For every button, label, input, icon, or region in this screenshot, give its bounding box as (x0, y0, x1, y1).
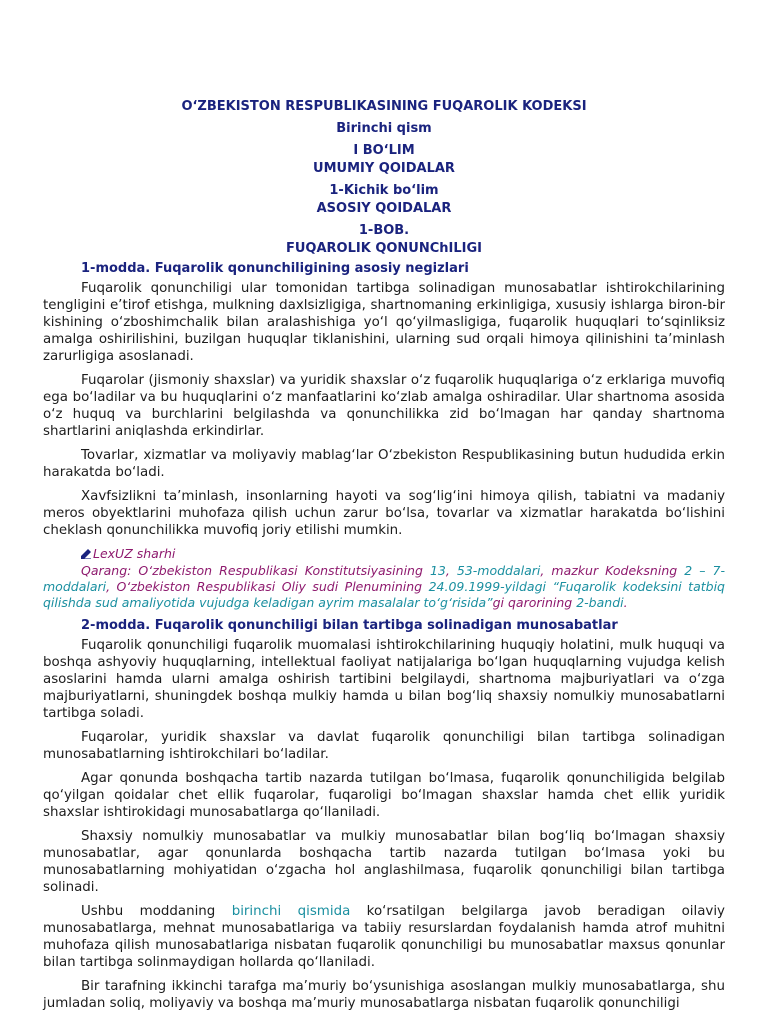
commentary-text-part: gi qarorining (492, 595, 577, 610)
chapter-number: 1-BOB. (358, 223, 410, 238)
commentary-text (43, 563, 725, 611)
commentary-text-part: , (445, 563, 457, 578)
commentary-link[interactable]: 13 (429, 563, 446, 578)
article-1-paragraph: Xavfsizlikni ta’minlash, insonlarning hayoti va sog‘lig‘ini himoya qilish, tabiatni va madaniy meros obyektlarini muhofaza qilish uchun zarur bo‘lsa, tovarlar va xizmatlar harakatda bo‘lishini cheklash qonunchilikka muvofiq joriy etilishi mumkin. (43, 489, 725, 538)
pen-icon (81, 547, 91, 557)
article-2-title[interactable]: 2-modda. Fuqarolik qonunchiligi bilan tartibga solinadigan munosabatlar (81, 618, 618, 633)
commentary-link[interactable]: 2-bandi (576, 595, 624, 610)
paragraph-text-part: Ushbu moddaning (81, 904, 232, 919)
section-name: UMUMIY QOIDALAR (313, 161, 455, 176)
article-2-paragraph: Bir tarafning ikkinchi tarafga ma’muriy bo‘ysunishiga asoslangan mulkiy munosabatlarga, shu jumladan soliq, moliyaviy va boshqa ma’muriy munosabatlarga nisbatan fuqarolik qonunchiligi (43, 979, 725, 1011)
article-1-paragraph: Fuqarolik qonunchiligi ular tomonidan tartibga solinadigan munosabatlar ishtirokchilarining tengligini e’tirof etishga, mulkning daxlsizligiga, shartnomaning erkinligiga, xususiy ishlarga biron-bir kishining o‘zboshimchalik bilan aralashishiga yo‘l qo‘yilmasligiga, fuqarolik huquqlari to‘sqinliksiz amalga oshirilishini, buzilgan huquqlar tiklanishini, ularning sud orqali himoya qilinishini ta’minlash zarurligiga asoslanadi. (43, 281, 725, 364)
commentary-toggle[interactable] (81, 546, 725, 562)
commentary-text-part: , mazkur Kodeksning (540, 563, 685, 578)
article-2-paragraph: Fuqarolik qonunchiligi fuqarolik muomalasi ishtirokchilarining huquqiy holatini, mulk huquqi va boshqa ashyoviy huquqlarning, intellektual faoliyat natijalariga bo‘lgan huquqlarning vujudga kelish asoslarini hamda ularni amalga oshirish tartibini belgilaydi, shartnoma majburiyatlari va o‘zga majburiyatlarni, shuningdek boshqa mulkiy hamda u bilan bog‘liq shaxsiy nomulkiy munosabatlarni tartibga soladi. (43, 638, 725, 721)
section-number: I BO‘LIM (353, 143, 415, 158)
article-1-paragraph: Fuqarolar (jismoniy shaxslar) va yuridik shaxslar o‘z fuqarolik huquqlariga o‘z erklariga muvofiq ega bo‘ladilar va bu huquqlarini o‘z manfaatlarini ko‘zlab amalga oshiradilar. Ular shartnoma asosida o‘z huquq va burchlarini belgilashda va qonunchilikka zid bo‘lmagan har qanday shartnoma shartlarini aniqlashda erkindirlar. (43, 373, 725, 439)
code-title: O‘ZBEKISTON RESPUBLIKASINING FUQAROLIK KODEKSI (181, 99, 587, 114)
article-1-title[interactable]: 1-modda. Fuqarolik qonunchiligining asosiy negizlari (81, 261, 469, 276)
article-2-paragraph: Shaxsiy nomulkiy munosabatlar va mulkiy munosabatlar bilan bog‘liq bo‘lmagan shaxsiy munosabatlar, agar qonunlarda boshqacha tartib nazarda tutilgan bo‘lmasa yoki bu munosabatlarning mohiyatidan o‘zgacha hol anglashilmasa, fuqarolik qonunchiligi bilan tartibga solinadi. (43, 829, 725, 895)
document-heading (43, 98, 725, 258)
part-title: Birinchi qism (336, 121, 432, 136)
subsection-number: 1-Kichik bo‘lim (329, 183, 439, 198)
article-2-paragraph (43, 903, 725, 971)
commentary-link[interactable]: 2 – 7-moddalari (43, 563, 725, 594)
chapter-name: FUQAROLIK QONUNChILIGI (285, 241, 482, 256)
article-2-paragraph: Fuqarolar, yuridik shaxslar va davlat fuqarolik qonunchiligi bilan tartibga solinadigan munosabatlarning ishtirokchilari bo‘ladilar. (43, 730, 725, 762)
commentary-text-part: . (623, 595, 628, 610)
commentary-text-part: Qarang: O‘zbekiston Respublikasi Konstitutsiyasining (81, 563, 430, 578)
commentary-link[interactable]: 53-moddalari (456, 563, 541, 578)
commentary-text-part: , O‘zbekiston Respublikasi Oliy sudi Plenumining (106, 579, 429, 594)
part-one-link[interactable]: birinchi qismida (231, 904, 351, 919)
article-2-paragraph: Agar qonunda boshqacha tartib nazarda tutilgan bo‘lmasa, fuqarolik qonunchiligida belgilab qo‘yilgan qoidalar chet ellik fuqarolar, fuqaroligi bo‘lmagan shaxslar hamda chet ellik yuridik shaxslar ishtirokidagi munosabatlarga qo‘llaniladi. (43, 771, 725, 820)
subsection-name: ASOSIY QOIDALAR (316, 201, 452, 216)
commentary-link[interactable]: 24.09.1999-yildagi “Fuqarolik kodeksini tatbiq qilishda sud amaliyotida vujudga keladigan ayrim masalalar to‘g‘risida” (43, 579, 725, 610)
article-1-paragraph: Tovarlar, xizmatlar va moliyaviy mablag‘lar O‘zbekiston Respublikasining butun hududida erkin harakatda bo‘ladi. (43, 448, 725, 480)
commentary-label: LexUZ sharhi (93, 546, 176, 561)
paragraph-text-part: ko‘rsatilgan belgilarga javob beradigan oilaviy munosabatlarga, mehnat munosabatlariga va tabiiy resurslardan foydalanish hamda atrof muhitni muhofaza qilish munosabatlariga nisbatan fuqarolik qonunchiligi bu munosabatlar maxsus qonunlar bilan tartibga solinmaydigan hollarda qo‘llaniladi. (43, 904, 725, 970)
